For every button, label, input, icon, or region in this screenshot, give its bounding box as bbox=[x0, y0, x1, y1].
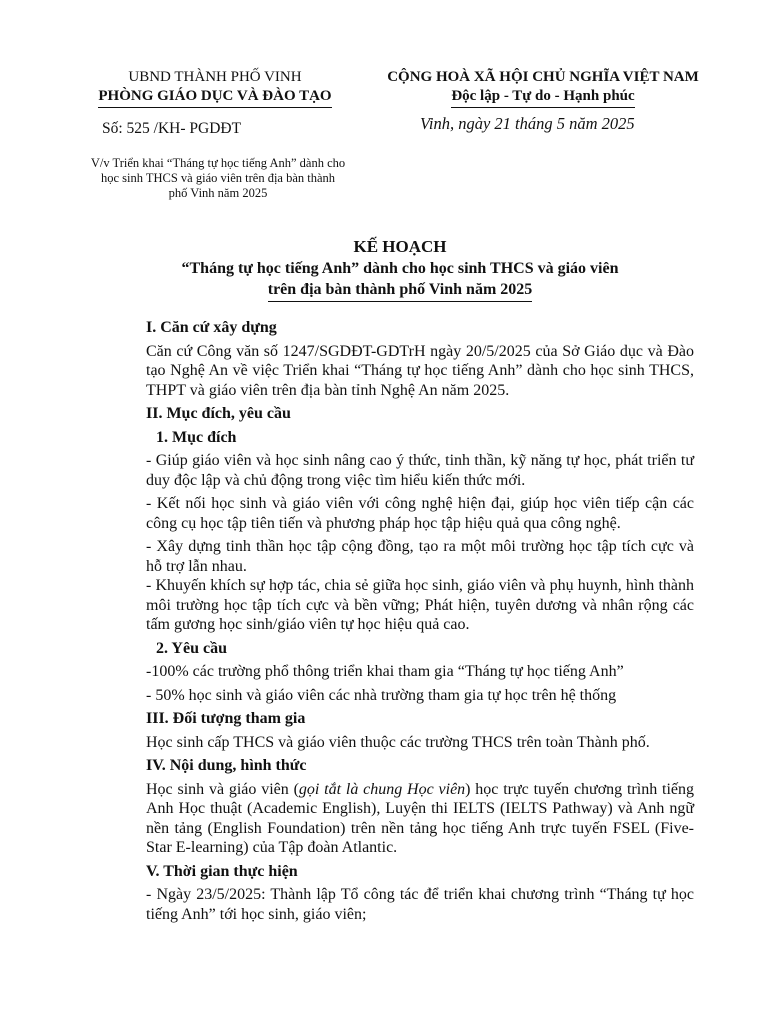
subject-line: phố Vinh năm 2025 bbox=[168, 186, 268, 200]
subsection-heading: 2. Yêu cầu bbox=[156, 639, 227, 657]
document-subject bbox=[82, 156, 354, 201]
document-date: Vinh, ngày 21 tháng 5 năm 2025 bbox=[420, 114, 635, 133]
bullet: - Kết nối học sinh và giáo viên với công nghệ hiện đại, giúp học viên tiếp cận các công cụ học tập tiên tiến và phương pháp học tập hiệu quả qua công nghệ. bbox=[146, 495, 694, 532]
document-number: Số: 525 /KH- PGDĐT bbox=[102, 120, 242, 137]
title-subtitle: trên địa bàn thành phố Vinh năm 2025 bbox=[268, 279, 533, 302]
subject-line: V/v Triển khai “Tháng tự học tiếng Anh” dành cho bbox=[90, 156, 346, 170]
issuer-city: UBND THÀNH PHỐ VINH bbox=[128, 69, 302, 85]
bullet: - Xây dựng tinh thần học tập cộng đồng, tạo ra một môi trường học tập tích cực và hỗ trợ lẫn nhau. bbox=[146, 538, 694, 575]
section-heading: II. Mục đích, yêu cầu bbox=[146, 405, 291, 422]
paragraph: Học sinh cấp THCS và giáo viên thuộc các trường THCS trên toàn Thành phố. bbox=[146, 733, 650, 751]
national-motto-block bbox=[358, 68, 728, 108]
title-heading: KẾ HOẠCH bbox=[353, 237, 447, 256]
plan-title bbox=[130, 236, 670, 302]
bullet: -100% các trường phổ thông triển khai tham gia “Tháng tự học tiếng Anh” bbox=[146, 663, 624, 680]
section-heading: I. Căn cứ xây dựng bbox=[146, 319, 277, 336]
bullet: - Ngày 23/5/2025: Thành lập Tổ công tác để triển khai chương trình “Tháng tự học tiếng Anh” tới học sinh, giáo viên; bbox=[146, 886, 694, 923]
issuer-department: PHÒNG GIÁO DỤC VÀ ĐÀO TẠO bbox=[98, 87, 331, 108]
section-heading: IV. Nội dung, hình thức bbox=[146, 757, 307, 774]
bullet: - Giúp giáo viên và học sinh nâng cao ý thức, tinh thần, kỹ năng tự học, phát triển tư duy độc lập và chủ động trong việc tìm hiểu kiến thức mới. bbox=[146, 452, 694, 489]
section-heading: V. Thời gian thực hiện bbox=[146, 862, 298, 880]
title-subtitle: “Tháng tự học tiếng Anh” dành cho học sinh THCS và giáo viên bbox=[181, 260, 619, 277]
bullet: - 50% học sinh và giáo viên các nhà trường tham gia tự học trên hệ thống bbox=[146, 686, 617, 704]
paragraph: Căn cứ Công văn số 1247/SGDĐT-GDTrH ngày 20/5/2025 của Sở Giáo dục và Đào tạo Nghệ An về việc Triển khai “Tháng tự học tiếng Anh” dành cho học sinh THCS, THPT và giáo viên trên địa bàn tỉnh Nghệ An năm 2025. bbox=[146, 342, 694, 399]
issuer-block bbox=[70, 68, 360, 108]
bullet: - Khuyến khích sự hợp tác, chia sẻ giữa học sinh, giáo viên và phụ huynh, hình thành môi trường học tập tích cực và bền vững; Phát hiện, tuyên dương và nhân rộng các tấm gương học sinh/giáo viên tự học hiệu quả cao. bbox=[146, 577, 694, 633]
italic-note: gọi tắt là chung Học viên bbox=[298, 780, 466, 798]
section-heading: III. Đối tượng tham gia bbox=[146, 710, 306, 727]
subsection-heading: 1. Mục đích bbox=[156, 428, 237, 446]
document-body bbox=[146, 318, 694, 924]
subject-line: học sinh THCS và giáo viên trên địa bàn thành bbox=[100, 171, 336, 185]
paragraph: Học sinh và giáo viên (gọi tắt là chung Học viên) học trực tuyến chương trình tiếng Anh Học thuật (Academic English), Luyện thi IELTS (IELTS Pathway) và Anh ngữ nền tảng (English Foundation) trên nền tảng học tiếng Anh trực tuyến FSEL (Five-Star E-learning) của Tập đoàn Atlantic. bbox=[146, 780, 695, 856]
country-name: CỘNG HOÀ XÃ HỘI CHỦ NGHĨA VIỆT NAM bbox=[387, 69, 699, 85]
motto: Độc lập - Tự do - Hạnh phúc bbox=[451, 87, 634, 108]
